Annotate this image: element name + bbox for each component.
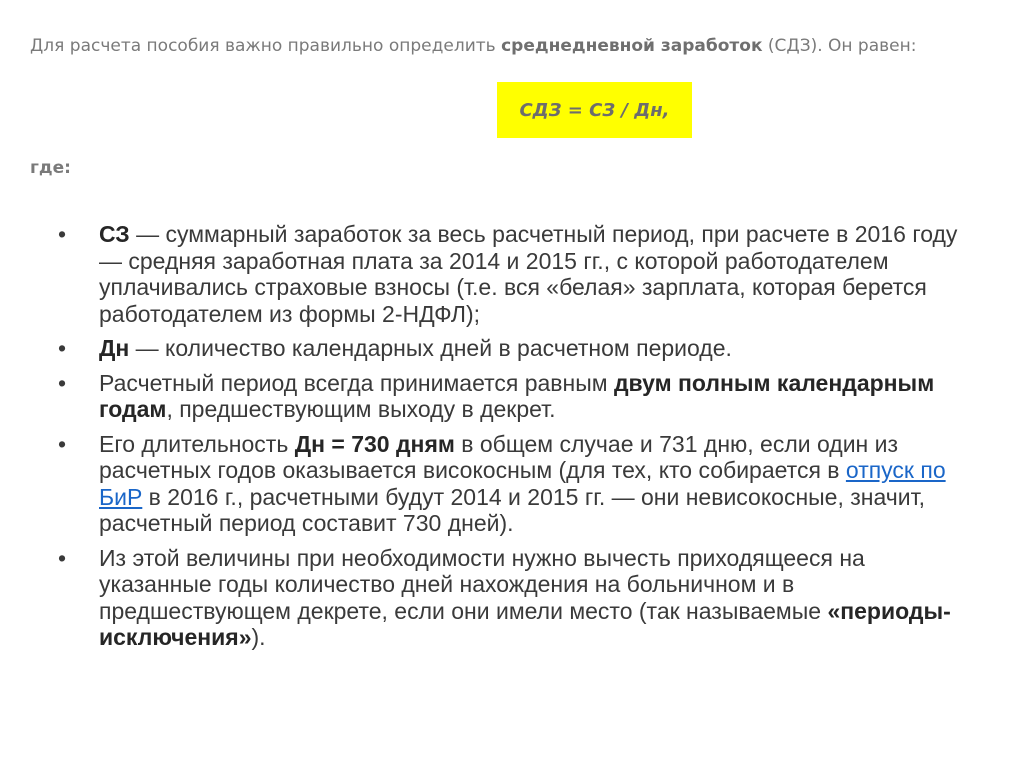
- list-item-emphasis: двум полным календарным годам: [99, 369, 935, 422]
- list-item-text: Его длительность: [99, 430, 295, 457]
- list-item-text: Расчетный период всегда принимается равным: [99, 369, 614, 396]
- list-item-text: ).: [251, 624, 266, 650]
- maternity-leave-link[interactable]: отпуск по БиР: [99, 457, 946, 510]
- list-item-text: в общем случае и 731 дню, если один из расчетных годов оказывается високосным (для тех, кто собирается в: [99, 430, 899, 483]
- list-item-text: в 2016 г., расчетными будут 2014 и 2015 гг. — они невисокосные, значит, расчетный период составит 730 дней).: [99, 483, 925, 536]
- list-item-term: Дн: [99, 335, 130, 361]
- list-item-text: , предшествующим выходу в декрет.: [166, 396, 556, 422]
- list-item-duration: [58, 431, 958, 537]
- list-item-dn: [58, 335, 958, 362]
- list-item-period: [58, 370, 958, 423]
- list-item-text: — количество календарных дней в расчетном периоде.: [129, 335, 732, 361]
- list-item-sz: [58, 221, 958, 327]
- formula-text: СДЗ = СЗ / Дн,: [519, 99, 670, 121]
- list-item-text: — суммарный заработок за весь расчетный период, при расчете в 2016 году — средняя заработная плата за 2014 и 2015 гг., с которой работодателем уплачивались страховые взносы (т.е. вся «белая» зарплата, которая берется работодателем из формы 2-НДФЛ);: [99, 221, 958, 327]
- list-item-emphasis: Дн = 730 дням: [294, 430, 455, 457]
- list-item-text: Из этой величины при необходимости нужно вычесть приходящееся на указанные годы количество дней нахождения на больничном и в предшествующем декрете, если они имели место (так называемые: [99, 544, 865, 624]
- list-item-emphasis: «периоды-исключения»: [99, 597, 951, 650]
- list-item-exclusions: [58, 545, 958, 651]
- intro-bold-term: среднедневной заработок: [501, 36, 763, 56]
- formula-highlight-box: [497, 82, 692, 138]
- intro-paragraph: [30, 36, 1020, 56]
- where-label: где:: [30, 158, 71, 178]
- definition-list: [58, 221, 958, 659]
- intro-text-before: Для расчета пособия важно правильно определить: [30, 36, 502, 56]
- list-item-term: СЗ: [99, 221, 130, 247]
- intro-text-after: (СДЗ). Он равен:: [762, 36, 917, 56]
